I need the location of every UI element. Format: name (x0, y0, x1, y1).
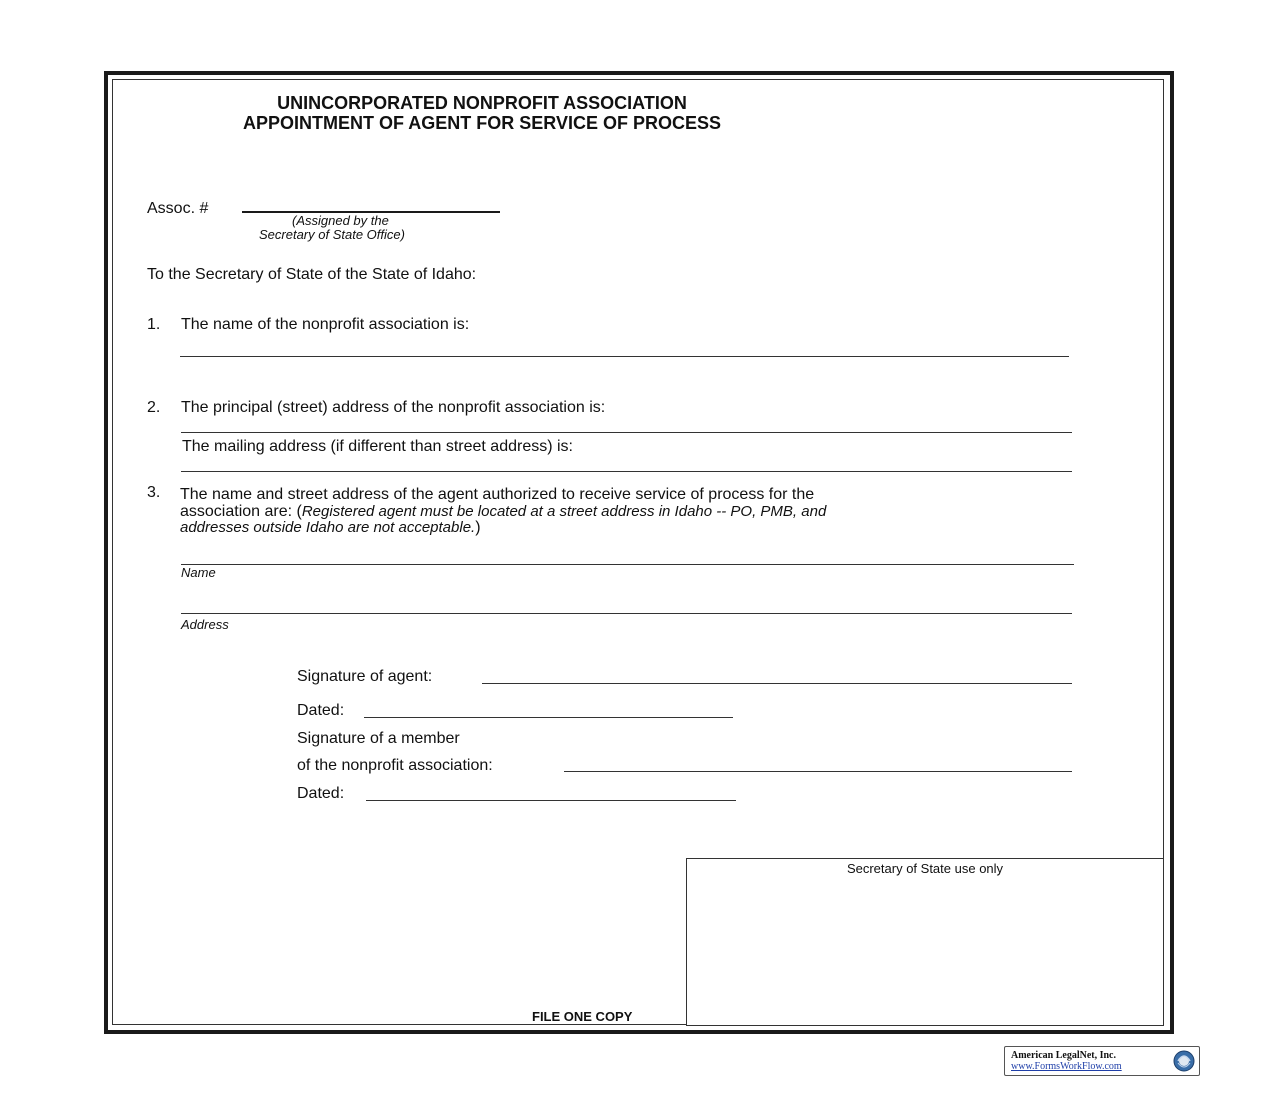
form-title-line2: APPOINTMENT OF AGENT FOR SERVICE OF PROCESS (242, 113, 722, 133)
file-one-copy: FILE ONE COPY (532, 1009, 633, 1024)
member-signature-label-line2: of the nonprofit association: (297, 757, 493, 774)
globe-icon (1172, 1049, 1196, 1073)
dated1-field[interactable] (364, 717, 733, 718)
member-signature-field[interactable] (564, 771, 1072, 772)
dated2-field[interactable] (366, 800, 736, 801)
logo-company-name: American LegalNet, Inc. (1011, 1050, 1116, 1061)
salutation: To the Secretary of State of the State of Idaho: (147, 266, 477, 283)
sos-use-only-box (686, 858, 1164, 1026)
agent-signature-field[interactable] (482, 683, 1072, 684)
member-signature-label-line1: Signature of a member (297, 730, 460, 747)
item1-number: 1. (147, 316, 161, 333)
mailing-address-field[interactable] (181, 471, 1072, 472)
item3-number: 3. (147, 484, 161, 501)
item3-text-line2-plain: association are: ( (180, 503, 302, 520)
item2-number: 2. (147, 399, 161, 416)
item3-text-line3-plain: ) (475, 519, 481, 536)
street-address-field[interactable] (181, 432, 1072, 433)
agent-name-field[interactable] (181, 564, 1074, 565)
item3-text-line1: The name and street address of the agent authorized to receive service of process for the (180, 486, 815, 503)
agent-signature-label: Signature of agent: (297, 668, 433, 685)
item2-text: The principal (street) address of the nonprofit association is: (181, 399, 606, 416)
american-legalnet-logo (1004, 1046, 1200, 1076)
assoc-note-line1: (Assigned by the (292, 213, 389, 228)
item3-text-line2-italic: Registered agent must be located at a street address in Idaho -- PO, PMB, and (301, 503, 827, 520)
item1-text: The name of the nonprofit association is: (181, 316, 470, 333)
dated1-label: Dated: (297, 702, 345, 719)
assoc-number-label: Assoc. # (147, 200, 209, 217)
mailing-address-label: The mailing address (if different than street address) is: (182, 438, 573, 455)
assoc-note-line2: Secretary of State Office) (259, 227, 405, 242)
item3-text-line3-italic: addresses outside Idaho are not acceptable. (180, 519, 476, 536)
agent-name-label: Name (181, 565, 216, 580)
form-title-line1: UNINCORPORATED NONPROFIT ASSOCIATION (277, 93, 687, 113)
agent-address-field[interactable] (181, 613, 1072, 614)
item3-text-line3 (180, 519, 481, 537)
association-name-field[interactable] (180, 356, 1069, 357)
sos-use-only-label: Secretary of State use only (846, 861, 1004, 876)
dated2-label: Dated: (297, 785, 345, 802)
agent-address-label: Address (181, 617, 229, 632)
logo-url-link[interactable]: www.FormsWorkFlow.com (1011, 1061, 1122, 1072)
